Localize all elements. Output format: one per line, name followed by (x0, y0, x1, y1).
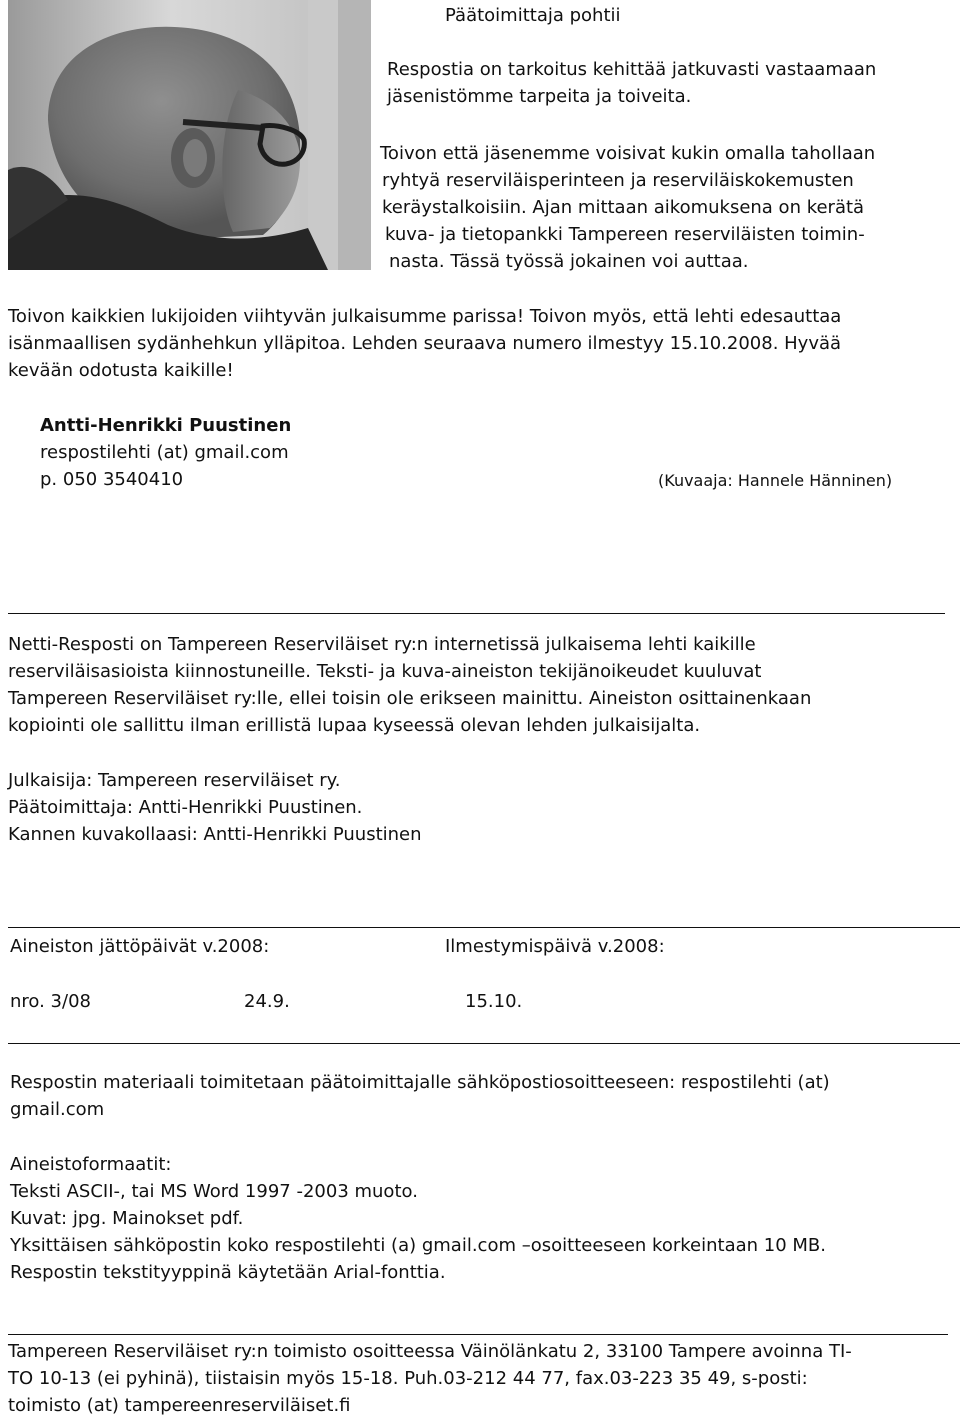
issue-number: nro. 3/08 (10, 991, 91, 1012)
format-item: Teksti ASCII-, tai MS Word 1997 -2003 muoto. (10, 1181, 418, 1202)
format-item: Respostin tekstityyppinä käytetään Arial-fonttia. (10, 1262, 446, 1283)
photo-credit: (Kuvaaja: Hannele Hänninen) (658, 471, 893, 490)
divider (8, 927, 960, 928)
text-line: Tampereen Reserviläiset ry:lle, ellei toisin ole erikseen mainittu. Aineiston osittainenkaan (8, 688, 812, 709)
text-line: Toivon että jäsenemme voisivat kukin omalla tahollaan (380, 143, 876, 164)
editorial-paragraph-2 (380, 140, 875, 275)
deadline-header: Aineiston jättöpäivät v.2008: (10, 936, 270, 957)
colophon-credits (8, 767, 422, 848)
cover-line: Kannen kuvakollaasi: Antti-Henrikki Puustinen (8, 824, 422, 845)
colophon-intro (8, 631, 811, 739)
text-line: nasta. Tässä työssä jokainen voi auttaa. (389, 251, 749, 272)
text-line: Netti-Resposti on Tampereen Reserviläiset ry:n internetissä julkaisema lehti kaikille (8, 634, 756, 655)
signature-name: Antti-Henrikki Puustinen (40, 415, 292, 436)
text-line: Toivon kaikkien lukijoiden viihtyvän julkaisumme parissa! Toivon myös, että lehti edesauttaa (8, 306, 842, 327)
signature-phone: p. 050 3540410 (40, 469, 184, 490)
divider (8, 1043, 960, 1044)
divider (8, 613, 945, 614)
text-line: reserviläisasioista kiinnostuneille. Teksti- ja kuva-aineiston tekijänoikeudet kuuluvat (8, 661, 762, 682)
publisher-line: Julkaisija: Tampereen reserviläiset ry. (8, 770, 341, 791)
text-line: keräystalkoisiin. Ajan mittaan aikomuksena on kerätä (382, 197, 865, 218)
text-line: toimisto (at) tampereenreserviläiset.fi (8, 1395, 351, 1416)
editorial-paragraph-1 (387, 56, 876, 110)
divider (8, 1334, 948, 1335)
text-line: kuva- ja tietopankki Tampereen reserviläisten toimin- (385, 224, 865, 245)
text-line: TO 10-13 (ei pyhinä), tiistaisin myös 15-18. Puh.03-212 44 77, fax.03-223 35 49, s-posti: (8, 1368, 808, 1389)
release-header: Ilmestymispäivä v.2008: (445, 936, 665, 957)
editor-line: Päätoimittaja: Antti-Henrikki Puustinen. (8, 797, 363, 818)
signature-email: respostilehti (at) gmail.com (40, 442, 289, 463)
formats-title: Aineistoformaatit: (10, 1154, 172, 1175)
text-line: kevään odotusta kaikille! (8, 360, 234, 381)
text-line: gmail.com (10, 1099, 105, 1120)
text-line: jäsenistömme tarpeita ja toiveita. (387, 86, 692, 107)
editorial-paragraph-3 (8, 303, 841, 384)
text-line: isänmaallisen sydänhehkun ylläpitoa. Lehden seuraava numero ilmestyy 15.10.2008. Hyvää (8, 333, 842, 354)
issue-deadline: 24.9. (244, 991, 290, 1012)
issue-release: 15.10. (465, 991, 523, 1012)
editor-portrait-photo (8, 0, 371, 270)
text-line: Respostin materiaali toimitetaan päätoimittajalle sähköpostiosoitteeseen: respostilehti (at) (10, 1072, 830, 1093)
text-line: ryhtyä reserviläisperinteen ja reserviläiskokemusten (382, 170, 854, 191)
material-info (10, 1069, 830, 1123)
office-info (8, 1338, 852, 1419)
format-item: Kuvat: jpg. Mainokset pdf. (10, 1208, 244, 1229)
formats-section (10, 1151, 826, 1286)
text-line: Tampereen Reserviläiset ry:n toimisto osoitteessa Väinölänkatu 2, 33100 Tampere avoinna TI- (8, 1341, 852, 1362)
page-heading: Päätoimittaja pohtii (445, 5, 621, 26)
format-item: Yksittäisen sähköpostin koko respostilehti (a) gmail.com –osoitteeseen korkeintaan 10 MB. (10, 1235, 826, 1256)
text-line: kopiointi ole sallittu ilman erillistä lupaa kyseessä olevan lehden julkaisijalta. (8, 715, 701, 736)
text-line: Respostia on tarkoitus kehittää jatkuvasti vastaamaan (387, 59, 877, 80)
